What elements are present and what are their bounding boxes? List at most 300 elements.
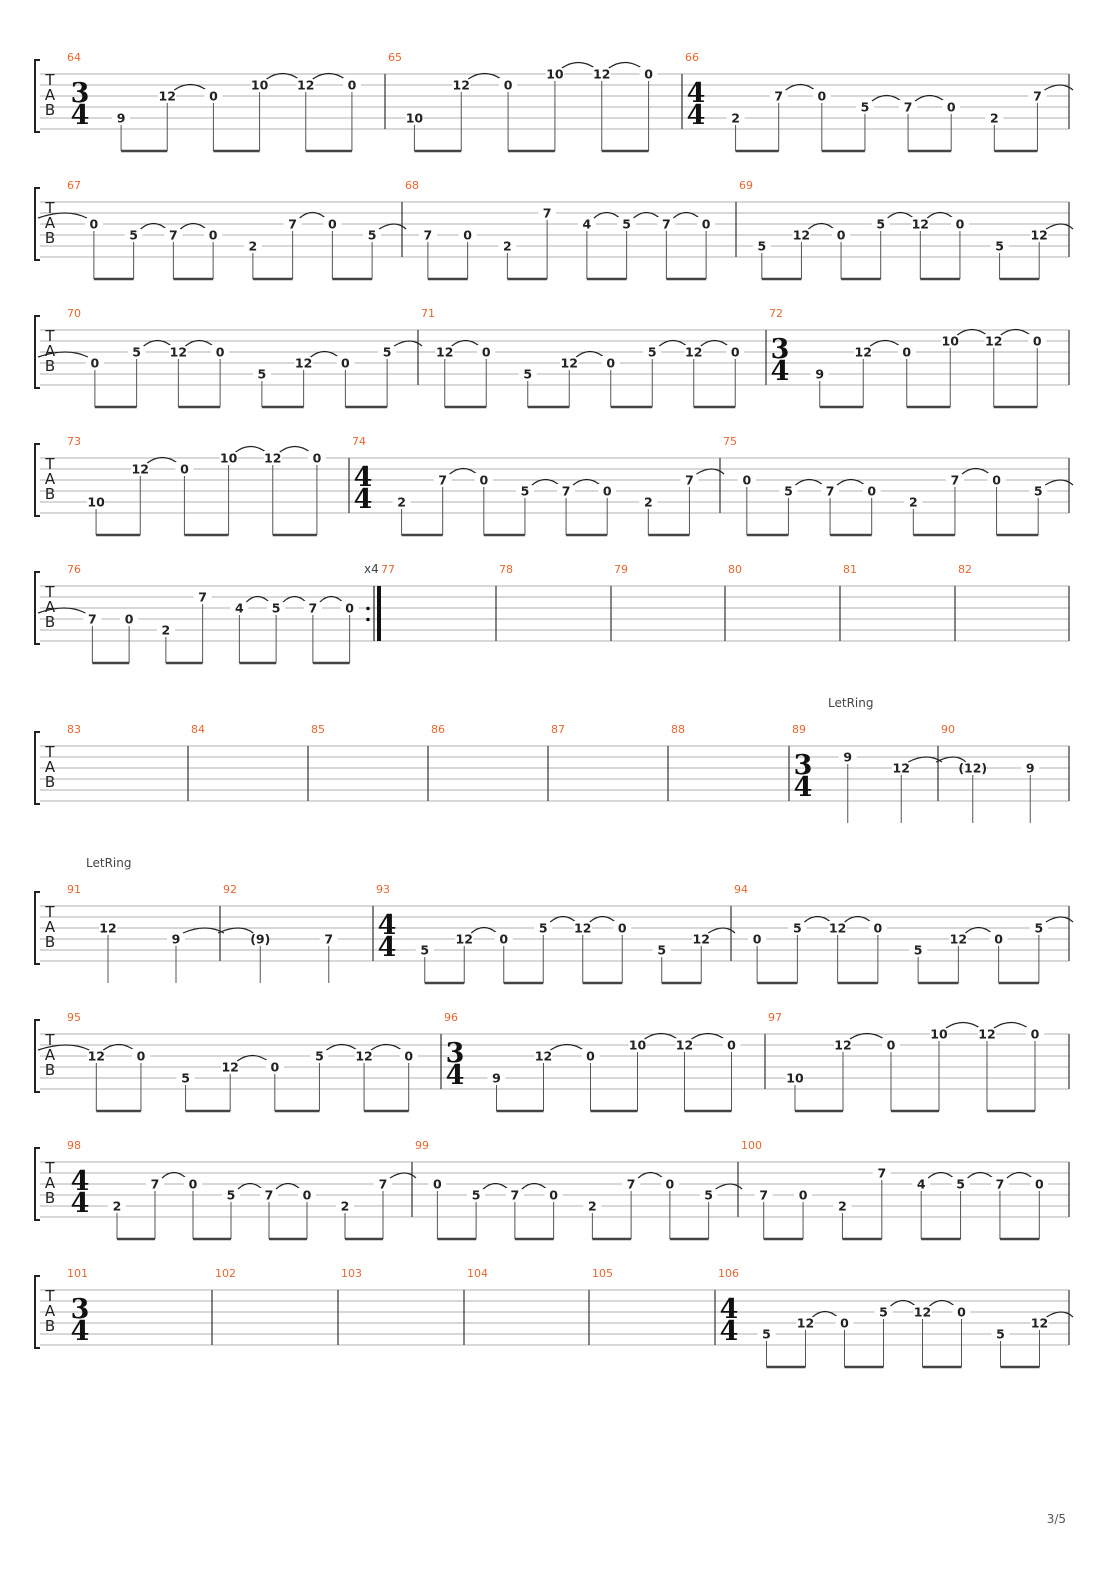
measure-71 <box>421 307 744 407</box>
fret-number: 0 <box>752 931 762 947</box>
fret-number: 0 <box>404 1048 414 1064</box>
fret-number: 0 <box>347 77 357 93</box>
fret-number: 0 <box>644 66 653 82</box>
fret-number: 5 <box>793 920 802 936</box>
measure-106 <box>718 1267 1073 1367</box>
measure-84 <box>191 723 205 736</box>
fret-number: 7 <box>685 472 694 488</box>
tab-clef-letter: A <box>44 1302 56 1320</box>
fret-number: 5 <box>520 483 530 499</box>
measure-number: 66 <box>685 51 699 64</box>
fret-number: 12 <box>297 77 315 93</box>
fret-number: 7 <box>774 88 784 104</box>
measure-number: 98 <box>67 1139 81 1152</box>
fret-number: 12 <box>574 920 592 936</box>
fret-number: 12 <box>264 450 282 466</box>
measure-95 <box>38 1011 418 1111</box>
fret-number: 0 <box>89 216 99 232</box>
system-bracket <box>35 572 40 644</box>
tab-clef-letter: B <box>44 357 56 375</box>
fret-number: 10 <box>87 494 105 510</box>
measure-number: 70 <box>67 307 81 320</box>
fret-number: 5 <box>647 344 657 360</box>
fret-number: 12 <box>1030 1315 1049 1331</box>
tab-system-3 <box>35 307 1069 407</box>
measure-number: 99 <box>415 1139 429 1152</box>
tie-arc <box>994 1023 1028 1029</box>
measure-number: 94 <box>734 883 748 896</box>
system-bracket <box>35 316 40 388</box>
fret-number: 0 <box>798 1187 808 1203</box>
fret-number: 5 <box>757 238 767 254</box>
measure-104 <box>467 1267 488 1280</box>
fret-number: 12 <box>828 920 847 936</box>
fret-number: 0 <box>180 461 189 477</box>
fret-number: 4 <box>916 1176 926 1192</box>
fret-number: 12 <box>452 77 470 93</box>
fret-number: 0 <box>90 355 100 371</box>
fret-number: 12 <box>534 1048 553 1064</box>
measure-number: 83 <box>67 723 81 736</box>
tab-system-2 <box>35 179 1073 279</box>
measure-number: 95 <box>67 1011 81 1024</box>
fret-number: 5 <box>913 942 923 958</box>
measure-98 <box>67 1139 416 1239</box>
fret-number: 12 <box>792 227 811 243</box>
tab-system-5 <box>35 562 1069 663</box>
fret-number: 0 <box>586 1048 595 1064</box>
fret-number: 12 <box>221 1059 239 1075</box>
fret-number: 5 <box>271 600 281 616</box>
fret-number: 12 <box>854 344 872 360</box>
measure-number: 77 <box>381 563 395 576</box>
measure-number: 105 <box>592 1267 613 1280</box>
fret-number: 0 <box>499 931 509 947</box>
measure-number: 97 <box>768 1011 782 1024</box>
time-signature-top: 4 <box>377 910 397 941</box>
fret-number: 7 <box>1033 88 1042 104</box>
fret-number: 5 <box>879 1304 888 1320</box>
tab-clef-letter: A <box>44 342 56 360</box>
fret-number: 7 <box>308 600 318 616</box>
measure-number: 103 <box>341 1267 362 1280</box>
measure-88 <box>671 723 685 736</box>
fret-number: 0 <box>817 88 827 104</box>
time-signature-top: 4 <box>719 1294 739 1325</box>
fret-number: 5 <box>226 1187 236 1203</box>
fret-number: 0 <box>345 600 354 616</box>
system-bracket <box>35 732 40 804</box>
fret-number: 12 <box>692 931 710 947</box>
fret-number: (9) <box>250 931 271 947</box>
measure-79 <box>614 563 628 576</box>
time-signature-bottom: 4 <box>719 1316 739 1347</box>
measure-number: 68 <box>405 179 419 192</box>
fret-number: 0 <box>124 611 134 627</box>
fret-number: 10 <box>941 333 959 349</box>
fret-number: 5 <box>129 227 138 243</box>
tab-system-9 <box>35 1139 1069 1239</box>
measure-number: 84 <box>191 723 205 736</box>
fret-number: 2 <box>731 110 740 126</box>
fret-number: 5 <box>257 366 267 382</box>
measure-105 <box>592 1267 613 1280</box>
fret-number: 5 <box>420 942 430 958</box>
time-signature-bottom: 4 <box>353 484 373 515</box>
measure-number: 104 <box>467 1267 488 1280</box>
tab-clef-letter: B <box>44 229 56 247</box>
tab-clef-letter: T <box>45 327 55 345</box>
fret-number: 0 <box>479 472 489 488</box>
tab-clef-letter: T <box>45 1287 55 1305</box>
fret-number: 0 <box>1030 1026 1040 1042</box>
fret-number: 5 <box>876 216 886 232</box>
fret-number: 5 <box>382 344 392 360</box>
time-signature-top: 3 <box>770 334 790 365</box>
tab-system-8 <box>35 1011 1069 1111</box>
measure-number: 86 <box>431 723 445 736</box>
tie-arc-out <box>183 928 224 933</box>
measure-number: 85 <box>311 723 325 736</box>
fret-number: 12 <box>685 344 703 360</box>
fret-number: 12 <box>949 931 968 947</box>
fret-number: 4 <box>582 216 592 232</box>
fret-number: 12 <box>913 1304 932 1320</box>
fret-number: 0 <box>742 472 752 488</box>
fret-number: 12 <box>294 355 313 371</box>
tab-clef-letter: B <box>44 773 56 791</box>
measure-68 <box>405 179 715 279</box>
fret-number: 12 <box>560 355 578 371</box>
time-signature-top: 3 <box>445 1038 465 1069</box>
tab-clef-letter: T <box>45 1159 55 1177</box>
fret-number: 0 <box>840 1315 849 1331</box>
measure-number: 96 <box>444 1011 458 1024</box>
fret-number: 0 <box>1032 333 1042 349</box>
system-bracket <box>35 1020 40 1092</box>
measure-74 <box>352 435 724 535</box>
fret-number: 2 <box>989 110 999 126</box>
fret-number: 12 <box>593 66 611 82</box>
let-ring-label: LetRing <box>86 856 132 870</box>
measure-89 <box>792 723 942 823</box>
measure-number: 74 <box>352 435 366 448</box>
fret-number: 0 <box>886 1037 896 1053</box>
measure-81 <box>843 563 857 576</box>
measure-75 <box>723 435 1073 535</box>
measure-number: 64 <box>67 51 81 64</box>
tab-clef-letter: B <box>44 485 56 503</box>
repeat-count: x4 <box>364 562 379 576</box>
measure-number: 80 <box>728 563 742 576</box>
fret-number: 7 <box>825 483 835 499</box>
measure-number: 81 <box>843 563 857 576</box>
fret-number: 0 <box>1034 1176 1044 1192</box>
tab-clef-letter: B <box>44 1061 56 1079</box>
fret-number: 10 <box>930 1026 948 1042</box>
fret-number: 10 <box>628 1037 647 1053</box>
tab-system-10 <box>35 1267 1073 1367</box>
tab-clef-letter: A <box>44 1174 56 1192</box>
system-bracket <box>35 892 40 964</box>
time-signature-top: 4 <box>70 1166 90 1197</box>
fret-number: 5 <box>471 1187 481 1203</box>
fret-number: 10 <box>405 110 424 126</box>
fret-number: 12 <box>158 88 176 104</box>
measure-90 <box>936 723 1039 823</box>
measure-number: 75 <box>723 435 737 448</box>
fret-number: 9 <box>116 110 126 126</box>
measure-102 <box>215 1267 236 1280</box>
measure-101 <box>67 1267 89 1347</box>
measure-69 <box>739 179 1073 279</box>
measure-73 <box>67 435 326 535</box>
fret-number: 5 <box>367 227 377 243</box>
tab-clef-letter: A <box>44 470 56 488</box>
measure-number: 92 <box>223 883 237 896</box>
fret-number: 9 <box>492 1070 501 1086</box>
fret-number: 0 <box>188 1176 198 1192</box>
time-signature-bottom: 4 <box>770 356 790 387</box>
fret-number: 10 <box>219 450 238 466</box>
measure-number: 88 <box>671 723 685 736</box>
measure-83 <box>67 723 81 736</box>
fret-number: 9 <box>843 749 853 765</box>
fret-number: 7 <box>150 1176 160 1192</box>
fret-number: 0 <box>665 1176 675 1192</box>
fret-number: 5 <box>784 483 793 499</box>
tab-clef-letter: T <box>45 455 55 473</box>
fret-number: 0 <box>208 227 218 243</box>
measure-78 <box>499 563 513 576</box>
tab-clef-letter: A <box>44 598 56 616</box>
fret-number: 0 <box>602 483 612 499</box>
fret-number: 12 <box>675 1037 694 1053</box>
fret-number: 12 <box>99 920 117 936</box>
fret-number: 12 <box>455 931 473 947</box>
measure-number: 106 <box>718 1267 739 1280</box>
fret-number: 12 <box>978 1026 996 1042</box>
fret-number: 0 <box>270 1059 280 1075</box>
fret-number: 2 <box>112 1198 122 1214</box>
fret-number: 0 <box>992 472 1001 488</box>
system-bracket <box>35 60 40 132</box>
fret-number: 7 <box>561 483 571 499</box>
measure-92 <box>218 883 338 983</box>
measure-number: 71 <box>421 307 435 320</box>
fret-number: 2 <box>643 494 653 510</box>
measure-76 <box>38 562 379 663</box>
time-signature-top: 3 <box>70 78 90 109</box>
measure-number: 79 <box>614 563 628 576</box>
measure-number: 101 <box>67 1267 88 1280</box>
measure-66 <box>685 51 1073 151</box>
time-signature-bottom: 4 <box>686 100 706 131</box>
system-bracket <box>35 444 40 516</box>
fret-number: 0 <box>902 344 912 360</box>
fret-number: 0 <box>617 920 627 936</box>
fret-number: 12 <box>911 216 930 232</box>
measure-number: 100 <box>741 1139 762 1152</box>
fret-number: 10 <box>546 66 564 82</box>
fret-number: 2 <box>397 494 406 510</box>
measure-number: 72 <box>769 307 783 320</box>
measure-96 <box>444 1011 741 1111</box>
fret-number: 5 <box>704 1187 713 1203</box>
fret-number: 9 <box>1025 760 1035 776</box>
measure-100 <box>741 1139 1048 1239</box>
fret-number: 5 <box>132 344 141 360</box>
fret-number: 7 <box>759 1187 769 1203</box>
tab-clef-letter: T <box>45 583 55 601</box>
time-signature-bottom: 4 <box>445 1060 465 1091</box>
fret-number: 0 <box>957 1304 966 1320</box>
measure-97 <box>768 1011 1044 1111</box>
fret-number: 4 <box>235 600 244 616</box>
tie-arc <box>562 63 595 69</box>
time-signature-top: 3 <box>70 1294 90 1325</box>
fret-number: 7 <box>88 611 97 627</box>
fret-number: 2 <box>161 622 171 638</box>
fret-number: 12 <box>985 333 1003 349</box>
fret-number: 0 <box>994 931 1003 947</box>
fret-number: 7 <box>510 1187 520 1203</box>
fret-number: 12 <box>436 344 454 360</box>
fret-number: 7 <box>662 216 671 232</box>
tie-arc <box>280 447 310 453</box>
fret-number: 7 <box>324 931 334 947</box>
fret-number: 7 <box>423 227 433 243</box>
measure-67 <box>38 179 406 279</box>
system-bracket <box>35 188 40 260</box>
measure-94 <box>734 883 1073 983</box>
measure-65 <box>388 51 658 151</box>
tab-clef-letter: B <box>44 1189 56 1207</box>
fret-number: 5 <box>657 942 667 958</box>
measure-number: 73 <box>67 435 81 448</box>
fret-number: 12 <box>87 1048 106 1064</box>
fret-number: 7 <box>169 227 178 243</box>
system-bracket <box>35 1276 40 1348</box>
tab-clef-letter: T <box>45 1031 55 1049</box>
measure-number: 69 <box>739 179 753 192</box>
tab-system-4 <box>35 435 1073 535</box>
measure-103 <box>341 1267 362 1280</box>
time-signature-bottom: 4 <box>70 1316 90 1347</box>
tab-clef-letter: T <box>45 903 55 921</box>
measure-64 <box>67 51 361 151</box>
time-signature-bottom: 4 <box>70 1188 90 1219</box>
fret-number: 7 <box>288 216 297 232</box>
measure-number: 65 <box>388 51 402 64</box>
fret-number: 0 <box>873 920 883 936</box>
fret-number: 0 <box>328 216 337 232</box>
time-signature-top: 4 <box>353 462 373 493</box>
fret-number: 5 <box>860 99 870 115</box>
fret-number: 5 <box>315 1048 324 1064</box>
tab-clef-letter: A <box>44 86 56 104</box>
measure-number: 67 <box>67 179 81 192</box>
repeat-dot <box>366 618 370 622</box>
fret-number: 5 <box>762 1326 771 1342</box>
fret-number: 7 <box>626 1176 636 1192</box>
time-signature-top: 4 <box>686 78 706 109</box>
fret-number: 10 <box>250 77 269 93</box>
fret-number: 5 <box>181 1070 190 1086</box>
fret-number: 2 <box>908 494 918 510</box>
fret-number: 0 <box>341 355 350 371</box>
tab-clef-letter: A <box>44 214 56 232</box>
fret-number: 2 <box>248 238 258 254</box>
system-bracket <box>35 1148 40 1220</box>
fret-number: 5 <box>995 238 1004 254</box>
let-ring-label: LetRing <box>828 696 874 710</box>
measure-86 <box>431 723 445 736</box>
measure-number: 82 <box>958 563 972 576</box>
fret-number: 7 <box>542 205 552 221</box>
time-signature-bottom: 4 <box>70 100 90 131</box>
tab-clef-letter: T <box>45 743 55 761</box>
tab-system-7 <box>35 883 1073 983</box>
fret-number: 0 <box>730 344 740 360</box>
fret-number: 5 <box>523 366 533 382</box>
time-signature-bottom: 4 <box>793 772 813 803</box>
fret-number: 0 <box>433 1176 442 1192</box>
measure-number: 87 <box>551 723 565 736</box>
tab-clef-letter: A <box>44 918 56 936</box>
measure-72 <box>769 307 1046 407</box>
tie-arc <box>236 447 266 453</box>
fret-number: 0 <box>136 1048 146 1064</box>
fret-number: 7 <box>995 1176 1005 1192</box>
fret-number: 5 <box>538 920 548 936</box>
fret-number: 10 <box>786 1070 804 1086</box>
fret-number: 7 <box>264 1187 274 1203</box>
measure-77 <box>381 563 395 576</box>
measure-93 <box>376 883 735 983</box>
fret-number: 0 <box>867 483 877 499</box>
fret-number: 7 <box>950 472 960 488</box>
tab-clef-letter: B <box>44 101 56 119</box>
tab-system-1 <box>35 51 1073 151</box>
fret-number: 0 <box>312 450 322 466</box>
fret-number: 9 <box>171 931 181 947</box>
fret-number: 12 <box>1030 227 1048 243</box>
fret-number: 5 <box>996 1326 1005 1342</box>
measure-number: 93 <box>376 883 390 896</box>
fret-number: 7 <box>903 99 913 115</box>
fret-number: 2 <box>588 1198 597 1214</box>
measure-85 <box>311 723 325 736</box>
fret-number: 5 <box>1033 483 1043 499</box>
fret-number: 7 <box>378 1176 388 1192</box>
fret-number: 0 <box>215 344 225 360</box>
measure-number: 89 <box>792 723 806 736</box>
tab-clef-letter: A <box>44 1046 56 1064</box>
fret-number: 0 <box>955 216 965 232</box>
fret-number: 0 <box>727 1037 736 1053</box>
fret-number: 2 <box>340 1198 350 1214</box>
fret-number: 9 <box>815 366 825 382</box>
measure-82 <box>958 563 972 576</box>
measure-number: 91 <box>67 883 81 896</box>
fret-number: 12 <box>131 461 149 477</box>
fret-number: (12) <box>958 760 988 776</box>
tab-clef-letter: A <box>44 758 56 776</box>
tie-arc <box>609 63 642 69</box>
tab-clef-letter: B <box>44 1317 56 1335</box>
fret-number: 0 <box>463 227 472 243</box>
